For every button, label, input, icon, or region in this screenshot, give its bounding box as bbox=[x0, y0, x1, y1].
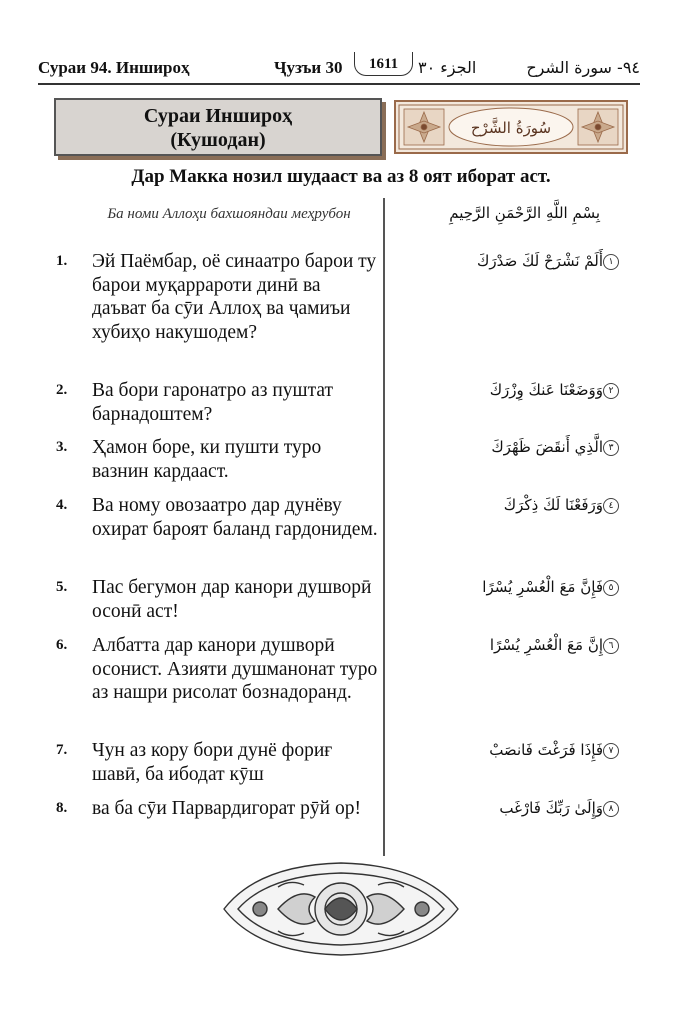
header-surah-arabic: ٩٤- سورة الشرح bbox=[526, 58, 640, 77]
verse-number: 4. bbox=[56, 497, 68, 513]
header-rule bbox=[38, 83, 640, 85]
header-surah-title: Сураи 94. Иншироҳ bbox=[38, 58, 190, 77]
verse-arabic: ٤وَرَفَعْنَا لَكَ ذِكْرَكَ bbox=[400, 494, 622, 517]
banner-arabic-title: سُورَةُ الشَّرْح bbox=[470, 119, 552, 137]
verse-translation: ва ба сӯи Парвардигорат рӯй ор! bbox=[92, 798, 361, 819]
verse-arabic: ٧فَإِذَا فَرَغْتَ فَانصَبْ bbox=[400, 739, 622, 762]
basmala-translation: Ба номи Аллоҳи бахшояндаи меҳрубон bbox=[107, 206, 351, 222]
banner-ornament-icon bbox=[394, 100, 628, 154]
ayah-end-icon: ٤ bbox=[603, 498, 619, 514]
verse-translation: Чун аз кору бори дунё фориғ шавӣ, ба ибодат кӯш bbox=[92, 740, 333, 785]
verse-number: 1. bbox=[56, 253, 68, 269]
verse-number: 6. bbox=[56, 637, 68, 653]
surah-banner bbox=[394, 100, 628, 154]
verse-arabic: ٣الَّذِي أَنقَضَ ظَهْرَكَ bbox=[400, 436, 622, 459]
verse-number: 3. bbox=[56, 439, 68, 455]
verse-translation: Ва бори гаронатро аз пуштат барнадоштем? bbox=[92, 380, 334, 425]
verse-number: 7. bbox=[56, 742, 68, 758]
ayah-end-icon: ٣ bbox=[603, 440, 619, 456]
verse-number: 2. bbox=[56, 382, 68, 398]
floral-ornament-icon bbox=[218, 857, 464, 961]
ayah-end-icon: ٨ bbox=[603, 801, 619, 817]
running-header bbox=[38, 56, 640, 84]
ayah-end-icon: ١ bbox=[603, 254, 619, 270]
ayah-end-icon: ٥ bbox=[603, 580, 619, 596]
surah-title-box bbox=[54, 98, 382, 156]
verse-arabic: ٨وَإِلَىٰ رَبِّكَ فَارْغَب bbox=[400, 797, 622, 820]
verse-arabic: ١أَلَمْ نَشْرَحْ لَكَ صَدْرَكَ bbox=[400, 250, 622, 273]
verse-arabic: ٦إِنَّ مَعَ الْعُسْرِ يُسْرًا bbox=[400, 634, 622, 657]
ayah-end-icon: ٧ bbox=[603, 743, 619, 759]
verse-translation: Пас бегумон дар канори душворӣ осонӣ аст! bbox=[92, 577, 372, 622]
verse-number: 5. bbox=[56, 579, 68, 595]
verse-arabic: ٥فَإِنَّ مَعَ الْعُسْرِ يُسْرًا bbox=[400, 576, 622, 599]
basmala-arabic: بِسْمِ اللَّهِ الرَّحْمَنِ الرَّحِيمِ bbox=[449, 204, 600, 222]
header-juz-arabic: الجزء ٣٠ bbox=[418, 58, 477, 77]
header-juz: Ҷузъи 30 bbox=[274, 58, 343, 77]
column-divider bbox=[383, 198, 385, 856]
verse-arabic: ٢وَوَضَعْنَا عَنكَ وِزْرَكَ bbox=[400, 379, 622, 402]
revelation-note: Дар Макка нозил шудааст ва аз 8 оят иборат аст. bbox=[131, 166, 551, 187]
page-number: 1611 bbox=[354, 52, 413, 76]
ayah-end-icon: ٦ bbox=[603, 638, 619, 654]
closing-ornament bbox=[218, 857, 464, 961]
verse-translation: Эй Паёмбар, оё синаатро барои ту барои муқаррароти динӣ ва даъват ба сӯи Аллоҳ ва ҷамиъи хубиҳо накушодем? bbox=[92, 251, 377, 343]
surah-title: Сураи Иншироҳ bbox=[143, 105, 293, 127]
surah-title-translation: (Кушодан) bbox=[170, 129, 266, 151]
verse-number: 8. bbox=[56, 800, 68, 816]
verse-translation: Ҳамон боре, ки пушти туро вазнин кардааст. bbox=[92, 437, 322, 482]
ayah-end-icon: ٢ bbox=[603, 383, 619, 399]
verse-translation: Албатта дар канори душворӣ осонист. Азияти душманонат туро аз нашри рисолат бознадоранд. bbox=[92, 635, 378, 703]
verse-translation: Ва ному овозаатро дар дунёву охират бароят баланд гардонидем. bbox=[92, 495, 378, 540]
